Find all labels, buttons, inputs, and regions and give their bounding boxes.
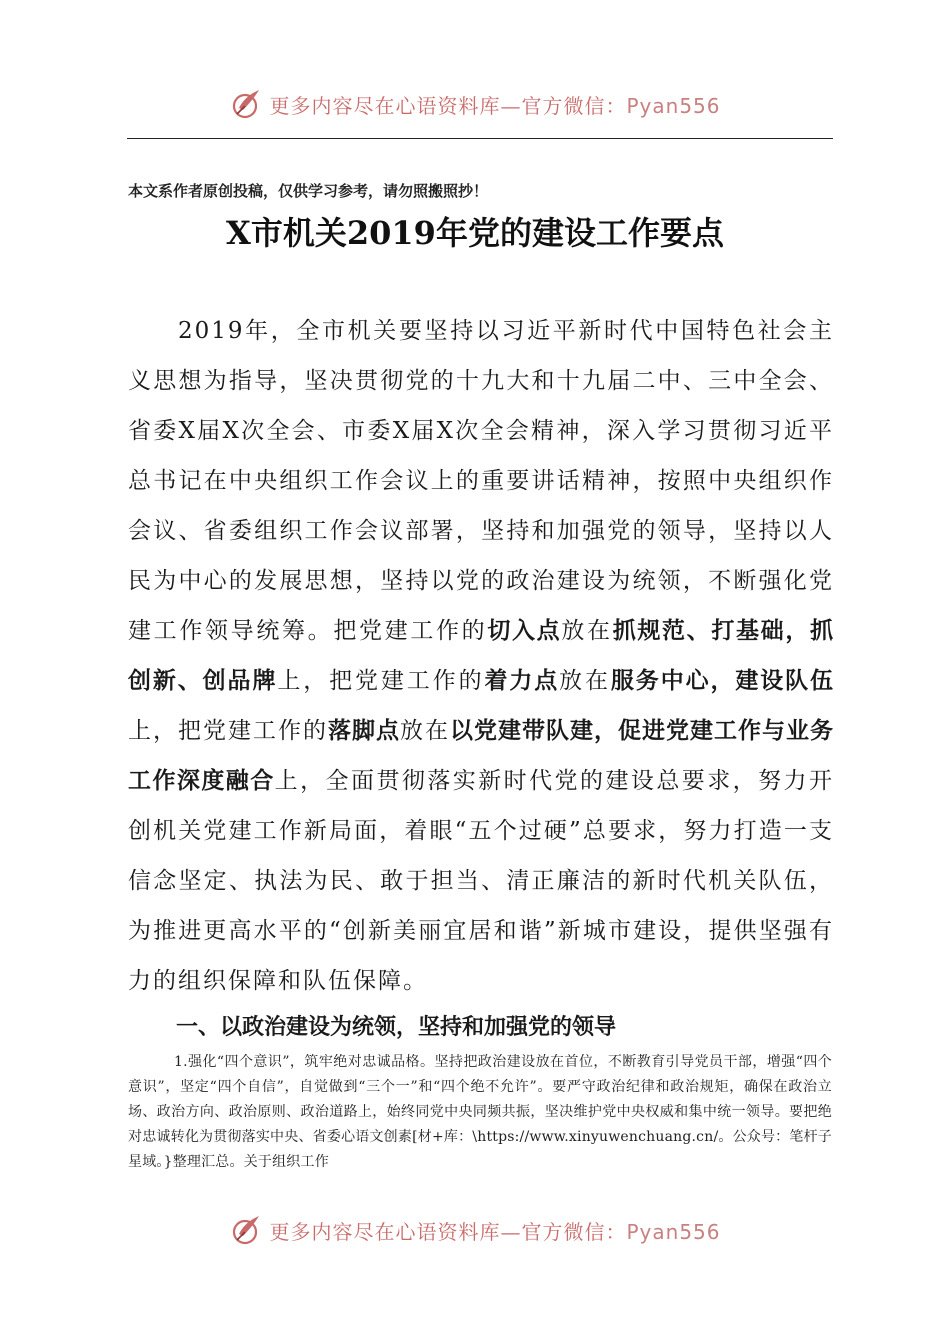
quill-logo-icon bbox=[229, 86, 265, 122]
section-heading-1: 一、以政治建设为统领，坚持和加强党的领导 bbox=[176, 1015, 617, 1040]
section-1-paragraph: 1.强化“四个意识”，筑牢绝对忠诚品格。坚持把政治建设放在首位，不断教育引导党员干部，增强“四个意识”，坚定“四个自信”，自觉做到“三个一”和“四个绝不允许”。要严守政治纪律和政治规矩，确保在政治立场、政治方向、政治原则、政治道路上，始终同党中央同频共振，坚决维护党中央权威和集中统一领导。要把绝对忠诚转化为贯彻落实中央、省委心语文创素[材+库：\https://www.xinyuwenchuang.cn/。公众号：笔杆子星域。}整理汇总。关于组织工作 bbox=[128, 1054, 832, 1170]
footer-watermark bbox=[0, 1210, 950, 1250]
copyright-notice: 本文系作者原创投稿，仅供学习参考，请勿照搬照抄！ bbox=[128, 182, 489, 200]
banner-text: 更多内容尽在心语资料库—官方微信：Pyan556 bbox=[269, 93, 721, 118]
quill-logo-icon bbox=[229, 1212, 265, 1248]
intro-paragraph: 2019年，全市机关要坚持以习近平新时代中国特色社会主义思想为指导，坚决贯彻党的十九大和十九届二中、三中全会、省委X届X次全会、市委X届X次全会精神，深入学习贯彻习近平总书记在中央组织工作会议上的重要讲话精神，按照中央组织作会议、省委组织工作会议部署，坚持和加强党的领导，坚持以人民为中心的发展思想，坚持以党的政治建设为统领，不断强化党建工作领导统筹。把党建工作的切入点放在抓规范、打基础，抓创新、创品牌上，把党建工作的着力点放在服务中心，建设队伍上，把党建工作的落脚点放在以党建带队建，促进党建工作与业务工作深度融合上，全面贯彻落实新时代党的建设总要求，努力开创机关党建工作新局面，着眼“五个过硬”总要求，努力打造一支信念坚定、执法为民、敢于担当、清正廉洁的新时代机关队伍，为推进更高水平的“创新美丽宜居和谐”新城市建设，提供坚强有力的组织保障和队伍保障。 bbox=[128, 318, 835, 994]
banner-text: 更多内容尽在心语资料库—官方微信：Pyan556 bbox=[269, 1219, 721, 1244]
header-divider bbox=[127, 138, 833, 139]
document-title: X市机关2019年党的建设工作要点 bbox=[226, 214, 724, 252]
header-watermark bbox=[0, 84, 950, 124]
